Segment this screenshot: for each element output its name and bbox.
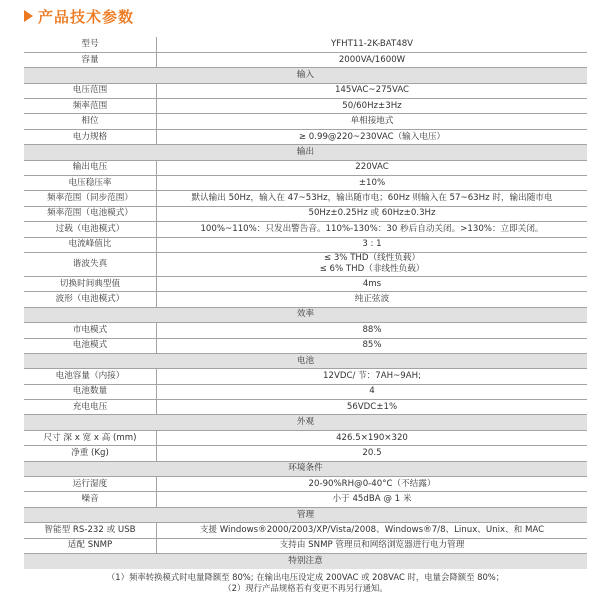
spec-label: 频率范围（电池模式）	[24, 206, 157, 221]
section-row	[24, 353, 587, 368]
section-row	[24, 415, 587, 430]
spec-row	[24, 400, 587, 415]
spec-row	[24, 523, 587, 538]
section-row	[24, 554, 587, 569]
spec-value-line: ≤ 3% THD（线性负载）	[323, 253, 421, 264]
spec-row	[24, 338, 587, 353]
page-title: 产品技术参数	[38, 7, 135, 26]
spec-value: 支持由 SNMP 管理员和网络浏览器进行电力管理	[157, 538, 588, 553]
triangle-bullet-icon	[24, 10, 33, 22]
spec-row	[24, 477, 587, 492]
spec-label: 电流峰值比	[24, 237, 157, 252]
spec-label: 尺寸 深 x 宽 x 高 (mm)	[24, 430, 157, 445]
spec-label: 电压稳压率	[24, 176, 157, 191]
notes	[24, 572, 587, 594]
section-label: 管理	[24, 507, 587, 522]
spec-label: 电池容量（内接）	[24, 369, 157, 384]
section-row	[24, 145, 587, 160]
spec-label: 智能型 RS-232 或 USB	[24, 523, 157, 538]
section-row	[24, 68, 587, 83]
spec-label: 电力规格	[24, 129, 157, 144]
spec-label: 电压范围	[24, 83, 157, 98]
spec-value: 50Hz±0.25Hz 或 60Hz±0.3Hz	[157, 206, 588, 221]
section-label: 效率	[24, 307, 587, 322]
spec-value: 56VDC±1%	[157, 400, 588, 415]
spec-value: 3 : 1	[157, 237, 588, 252]
spec-value: YFHT11-2K-BAT48V	[157, 37, 588, 52]
spec-row	[24, 430, 587, 445]
spec-value: 20-90%RH@0-40°C（不结露）	[157, 477, 588, 492]
spec-label: 相位	[24, 114, 157, 129]
spec-label: 输出电压	[24, 160, 157, 175]
spec-value: 小于 45dBA @ 1 米	[157, 492, 588, 507]
spec-row	[24, 237, 587, 252]
spec-value: 纯正弦波	[157, 292, 588, 307]
spec-label: 市电模式	[24, 323, 157, 338]
spec-value-line: ≤ 6% THD（非线性负载）	[319, 264, 425, 275]
spec-row	[24, 369, 587, 384]
spec-label: 充电电压	[24, 400, 157, 415]
spec-value: 220VAC	[157, 160, 588, 175]
spec-value: 100%~110%：只发出警告音。110%-130%：30 秒后自动关闭。>130%：立即关闭。	[157, 222, 588, 237]
spec-row	[24, 99, 587, 114]
spec-label: 谐波失真	[24, 252, 157, 276]
section-row	[24, 461, 587, 476]
spec-value: 支援 Windows®2000/2003/XP/Vista/2008、Windows®7/8、Linux、Unix、和 MAC	[157, 523, 588, 538]
section-label: 外观	[24, 415, 587, 430]
spec-row	[24, 323, 587, 338]
spec-value: ±10%	[157, 176, 588, 191]
spec-row	[24, 206, 587, 221]
spec-label: 频率范围（同步范围）	[24, 191, 157, 206]
spec-value: 85%	[157, 338, 588, 353]
note-line: （2）现行产品规格若有变更不再另行通知。	[223, 583, 388, 594]
spec-value: 20.5	[157, 446, 588, 461]
section-label: 输入	[24, 68, 587, 83]
spec-label: 运行湿度	[24, 477, 157, 492]
spec-row	[24, 252, 587, 276]
spec-label: 切换时间典型值	[24, 276, 157, 291]
spec-value: 4ms	[157, 276, 588, 291]
spec-value: 2000VA/1600W	[157, 52, 588, 67]
section-label: 输出	[24, 145, 587, 160]
spec-value: 单相接地式	[157, 114, 588, 129]
spec-label: 电池模式	[24, 338, 157, 353]
spec-value: 88%	[157, 323, 588, 338]
spec-row	[24, 37, 587, 52]
spec-value: 默认输出 50Hz，输入在 47~53Hz，输出随市电；60Hz 则输入在 57~63Hz 时，输出随市电	[157, 191, 588, 206]
section-label: 特别注意	[24, 554, 587, 569]
spec-row	[24, 276, 587, 291]
spec-label: 容量	[24, 52, 157, 67]
spec-value: 145VAC~275VAC	[157, 83, 588, 98]
section-label: 环境条件	[24, 461, 587, 476]
section-row	[24, 307, 587, 322]
spec-label: 噪音	[24, 492, 157, 507]
spec-value: 12VDC/ 节：7AH~9AH;	[157, 369, 588, 384]
spec-value: 4	[157, 384, 588, 399]
section-heading	[24, 5, 134, 27]
spec-value: 50/60Hz±3Hz	[157, 99, 588, 114]
spec-label: 过载（电池模式）	[24, 222, 157, 237]
spec-label: 型号	[24, 37, 157, 52]
spec-row	[24, 222, 587, 237]
spec-row	[24, 176, 587, 191]
spec-label: 适配 SNMP	[24, 538, 157, 553]
spec-row	[24, 538, 587, 553]
spec-table	[24, 37, 587, 569]
spec-row	[24, 191, 587, 206]
spec-row	[24, 129, 587, 144]
spec-row	[24, 114, 587, 129]
spec-label: 净重 (Kg)	[24, 446, 157, 461]
spec-label: 波形（电池模式）	[24, 292, 157, 307]
spec-row	[24, 52, 587, 67]
section-label: 电池	[24, 353, 587, 368]
note-line: （1）频率转换模式时电量降额至 80%; 在输出电压设定成 200VAC 或 208VAC 时，电量会降额至 80%；	[106, 572, 505, 583]
spec-row	[24, 492, 587, 507]
spec-value: ≥ 0.99@220~230VAC（输入电压）	[157, 129, 588, 144]
spec-row	[24, 160, 587, 175]
spec-row	[24, 384, 587, 399]
spec-label: 电池数量	[24, 384, 157, 399]
spec-row	[24, 83, 587, 98]
spec-value	[157, 252, 588, 276]
spec-row	[24, 446, 587, 461]
spec-label: 频率范围	[24, 99, 157, 114]
section-row	[24, 507, 587, 522]
spec-row	[24, 292, 587, 307]
spec-value: 426.5×190×320	[157, 430, 588, 445]
